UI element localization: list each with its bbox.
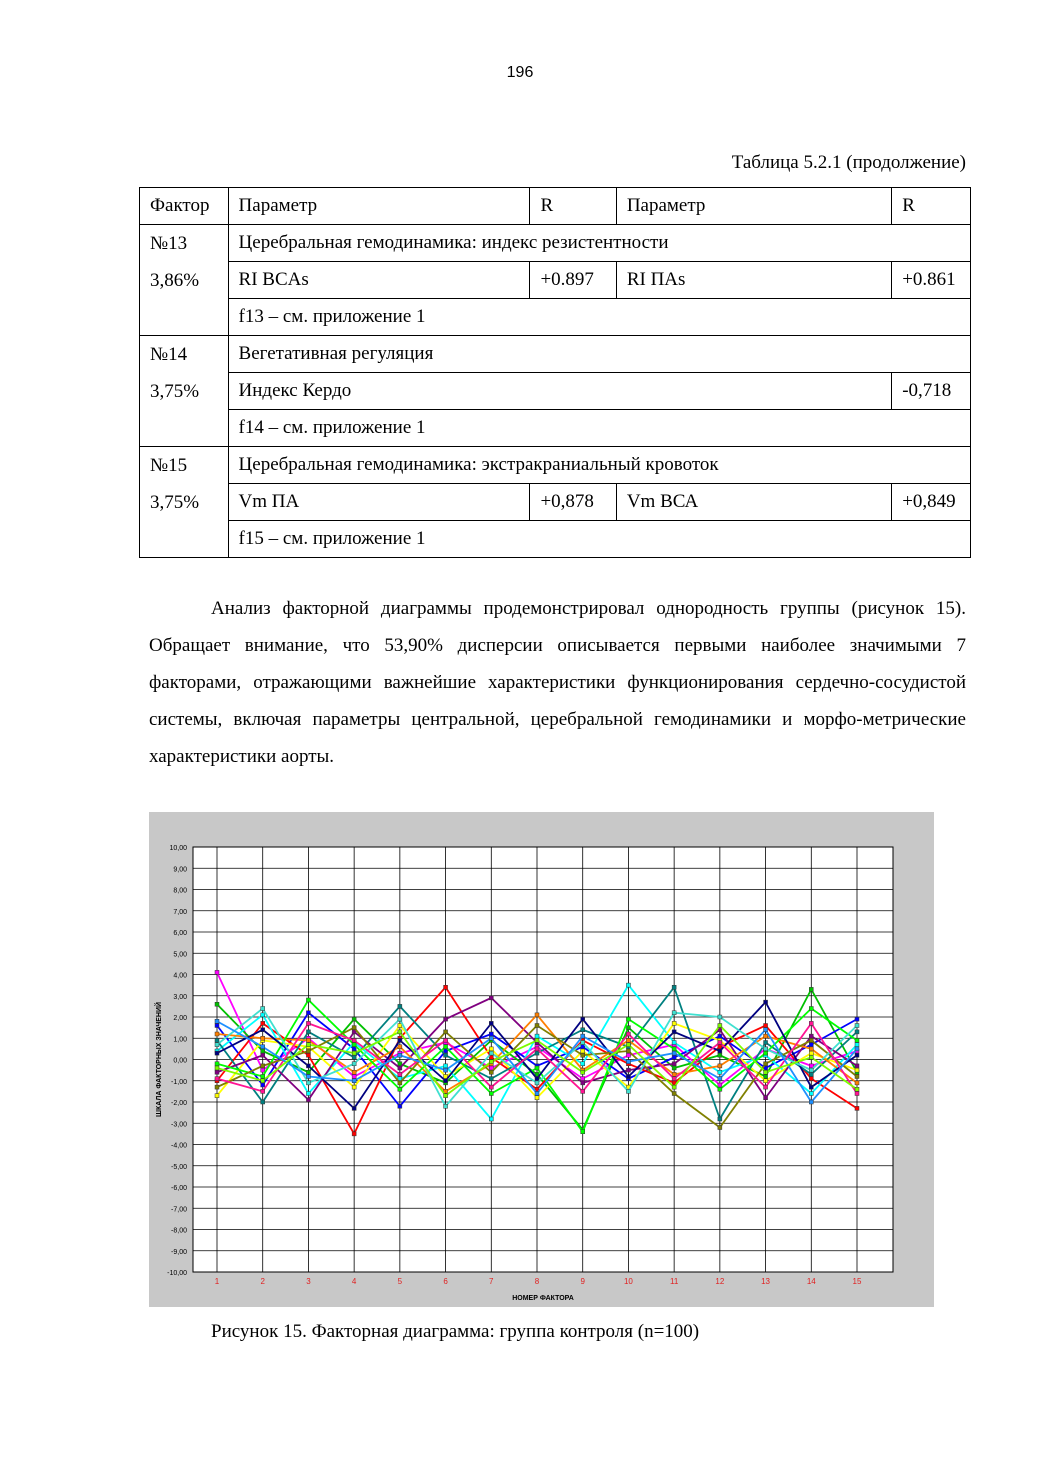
header-param-2: Параметр xyxy=(616,188,891,225)
series-point xyxy=(764,1070,768,1074)
series-point xyxy=(764,1051,768,1055)
series-point xyxy=(215,1002,219,1006)
x-tick-label: 6 xyxy=(443,1277,448,1286)
series-point xyxy=(718,1117,722,1121)
page-number: 196 xyxy=(506,64,534,81)
series-point xyxy=(306,1053,310,1057)
table-header-row xyxy=(140,188,971,225)
series-point xyxy=(855,1053,859,1057)
series-point xyxy=(626,1053,630,1057)
series-point xyxy=(215,1024,219,1028)
table-row xyxy=(140,225,971,262)
series-point xyxy=(718,1064,722,1068)
series-point xyxy=(718,1034,722,1038)
series-point xyxy=(581,1062,585,1066)
table-row xyxy=(140,373,971,410)
r-value-1: +0,878 xyxy=(530,484,616,521)
series-point xyxy=(718,1083,722,1087)
series-point xyxy=(855,1081,859,1085)
series-point xyxy=(306,1092,310,1096)
series-point xyxy=(306,1098,310,1102)
series-point xyxy=(489,1066,493,1070)
series-point xyxy=(444,1068,448,1072)
series-point xyxy=(261,1083,265,1087)
table-row xyxy=(140,262,971,299)
table-row xyxy=(140,447,971,484)
factor-chart xyxy=(149,812,934,1307)
series-point xyxy=(535,1034,539,1038)
series-point xyxy=(261,1045,265,1049)
x-tick-label: 4 xyxy=(351,1277,357,1286)
factor-chart-svg xyxy=(149,812,934,1307)
series-point xyxy=(581,1070,585,1074)
paragraph-text: Анализ факторной диаграммы продемонстрировал однородность группы (рисунок 15). Обращает внимание, что 53,90% дисперсии описывается первыми наиболее значимыми 7 факторами, отражающими важнейшие характеристики функционирования сердечно-сосудистой системы, включая параметры центральной, церебральной гемодинамики и морфо-метрические характеристики аорты. xyxy=(149,598,966,767)
r-value-2: +0,849 xyxy=(892,484,971,521)
figure-caption: Рисунок 15. Факторная диаграмма: группа контроля (n=100) xyxy=(211,1321,700,1342)
series-point xyxy=(444,1079,448,1083)
series-point xyxy=(672,1021,676,1025)
series-point xyxy=(535,1038,539,1042)
series-point xyxy=(581,1028,585,1032)
series-point xyxy=(809,1034,813,1038)
series-point xyxy=(444,1038,448,1042)
x-tick-label: 9 xyxy=(580,1277,585,1286)
factor-table xyxy=(139,187,971,558)
series-point xyxy=(764,1062,768,1066)
series-point xyxy=(444,985,448,989)
series-point xyxy=(672,1051,676,1055)
header-r-2: R xyxy=(892,188,971,225)
series-point xyxy=(535,1077,539,1081)
series-point xyxy=(352,1132,356,1136)
series-point xyxy=(809,1085,813,1089)
y-tick-label: 9,00 xyxy=(173,866,187,874)
x-tick-label: 12 xyxy=(715,1277,725,1286)
series-point xyxy=(626,1060,630,1064)
param-1: Индекс Кердо xyxy=(228,373,892,410)
series-point xyxy=(444,1064,448,1068)
series-point xyxy=(398,1087,402,1091)
x-tick-label: 3 xyxy=(306,1277,311,1286)
y-tick-label: -2,00 xyxy=(171,1100,187,1107)
x-tick-label: 8 xyxy=(534,1277,540,1286)
series-point xyxy=(398,1062,402,1066)
param-1: RI BCAs xyxy=(228,262,530,299)
series-point xyxy=(444,1053,448,1057)
x-tick-label: 15 xyxy=(852,1277,862,1286)
series-point xyxy=(261,1089,265,1093)
series-point xyxy=(764,1041,768,1045)
series-point xyxy=(261,1068,265,1072)
y-tick-label: -8,00 xyxy=(171,1227,187,1235)
series-point xyxy=(215,1038,219,1042)
header-param-1: Параметр xyxy=(228,188,530,225)
series-point xyxy=(489,1036,493,1040)
y-tick-label: -10,00 xyxy=(167,1270,187,1277)
series-point xyxy=(809,1055,813,1059)
y-axis-label: ШКАЛА ФАКТОРНЫХ ЗНАЧЕНИЙ xyxy=(156,1001,163,1118)
series-point xyxy=(764,1079,768,1083)
series-point xyxy=(626,1038,630,1042)
series-point xyxy=(352,1051,356,1055)
series-point xyxy=(535,1013,539,1017)
series-point xyxy=(261,1036,265,1040)
series-point xyxy=(306,1070,310,1074)
y-tick-label: -9,00 xyxy=(171,1248,187,1256)
series-point xyxy=(398,1053,402,1057)
series-point xyxy=(215,1085,219,1089)
series-point xyxy=(352,1017,356,1021)
series-point xyxy=(352,1055,356,1059)
r-value-2: +0.861 xyxy=(892,262,971,299)
series-point xyxy=(626,1043,630,1047)
y-tick-label: 10,00 xyxy=(169,845,187,852)
y-tick-label: -7,00 xyxy=(171,1206,187,1214)
series-point xyxy=(764,1028,768,1032)
series-point xyxy=(398,1004,402,1008)
series-point xyxy=(352,1085,356,1089)
series-point xyxy=(306,1021,310,1025)
series-point xyxy=(444,1030,448,1034)
series-point xyxy=(626,1068,630,1072)
factor-title: Церебральная гемодинамика: индекс резистентности xyxy=(228,225,970,262)
series-point xyxy=(398,1038,402,1042)
series-point xyxy=(398,1024,402,1028)
factor-cell xyxy=(140,447,229,558)
x-tick-label: 10 xyxy=(623,1277,633,1286)
y-tick-label: 6,00 xyxy=(173,930,187,937)
series-point xyxy=(581,1130,585,1134)
table-row xyxy=(140,336,971,373)
x-tick-label: 14 xyxy=(806,1277,816,1286)
series-point xyxy=(444,1104,448,1108)
factor-percent: 3,86% xyxy=(150,270,200,291)
series-point xyxy=(672,1055,676,1059)
series-point xyxy=(809,1072,813,1076)
series-point xyxy=(809,1021,813,1025)
series-point xyxy=(352,1106,356,1110)
r-value-1: +0.897 xyxy=(530,262,616,299)
table-row xyxy=(140,410,971,447)
series-point xyxy=(261,1100,265,1104)
series-point xyxy=(672,1047,676,1051)
series-point xyxy=(581,1081,585,1085)
series-point xyxy=(215,1094,219,1098)
series-point xyxy=(809,1051,813,1055)
series-point xyxy=(718,1070,722,1074)
series-point xyxy=(718,1041,722,1045)
series-point xyxy=(352,1070,356,1074)
series-point xyxy=(215,970,219,974)
header-factor: Фактор xyxy=(140,188,229,225)
y-tick-label: -5,00 xyxy=(171,1163,187,1171)
series-point xyxy=(672,1030,676,1034)
series-point xyxy=(352,1062,356,1066)
series-point xyxy=(855,1030,859,1034)
series-point xyxy=(306,1038,310,1042)
y-tick-label: 5,00 xyxy=(173,951,187,959)
series-point xyxy=(672,1092,676,1096)
series-point xyxy=(444,1049,448,1053)
factor-number: №13 xyxy=(150,233,188,254)
series-point xyxy=(581,1045,585,1049)
series-point xyxy=(489,1051,493,1055)
y-tick-label: -3,00 xyxy=(171,1121,187,1129)
series-point xyxy=(764,1085,768,1089)
factor-title: Вегетативная регуляция xyxy=(228,336,970,373)
series-point xyxy=(306,1075,310,1079)
param-1: Vm ПА xyxy=(228,484,530,521)
series-point xyxy=(306,1064,310,1068)
series-point xyxy=(855,1047,859,1051)
series-point xyxy=(535,1024,539,1028)
table-caption: Таблица 5.2.1 (продолжение) xyxy=(731,152,966,173)
series-point xyxy=(398,1045,402,1049)
factor-cell xyxy=(140,225,229,336)
series-point xyxy=(535,1051,539,1055)
series-point xyxy=(306,1049,310,1053)
series-point xyxy=(855,1087,859,1091)
series-point xyxy=(352,1038,356,1042)
series-point xyxy=(489,1070,493,1074)
series-point xyxy=(535,1081,539,1085)
series-point xyxy=(855,1024,859,1028)
factor-percent: 3,75% xyxy=(150,492,200,513)
series-point xyxy=(306,1043,310,1047)
series-point xyxy=(855,1106,859,1110)
table-row xyxy=(140,299,971,336)
series-point xyxy=(489,1085,493,1089)
x-tick-label: 5 xyxy=(397,1277,403,1286)
series-point xyxy=(489,1021,493,1025)
series-point xyxy=(809,1077,813,1081)
series-point xyxy=(672,1011,676,1015)
series-point xyxy=(764,1034,768,1038)
series-point xyxy=(581,1017,585,1021)
series-point xyxy=(261,1007,265,1011)
series-point xyxy=(626,1049,630,1053)
series-point xyxy=(489,1060,493,1064)
factor-note: f13 – см. приложение 1 xyxy=(228,299,970,336)
series-point xyxy=(398,1030,402,1034)
series-point xyxy=(261,1053,265,1057)
y-tick-label: 7,00 xyxy=(173,908,187,916)
param-2: Vm ВСА xyxy=(616,484,891,521)
series-point xyxy=(718,1015,722,1019)
series-point xyxy=(352,1043,356,1047)
y-tick-label: 8,00 xyxy=(173,887,187,895)
series-point xyxy=(626,1017,630,1021)
series-point xyxy=(855,1092,859,1096)
series-point xyxy=(215,1070,219,1074)
series-point xyxy=(718,1087,722,1091)
series-point xyxy=(672,1066,676,1070)
series-point xyxy=(215,1066,219,1070)
series-point xyxy=(489,996,493,1000)
y-tick-label: 0,00 xyxy=(173,1057,187,1065)
series-point xyxy=(398,1072,402,1076)
param-2: RI ПAs xyxy=(616,262,891,299)
series-point xyxy=(261,1028,265,1032)
series-point xyxy=(581,1053,585,1057)
series-point xyxy=(215,1051,219,1055)
series-point xyxy=(581,1041,585,1045)
x-tick-label: 7 xyxy=(489,1277,494,1286)
series-point xyxy=(535,1066,539,1070)
series-point xyxy=(809,1064,813,1068)
series-point xyxy=(306,1011,310,1015)
series-point xyxy=(626,1026,630,1030)
series-point xyxy=(672,1077,676,1081)
header-r-1: R xyxy=(530,188,616,225)
series-point xyxy=(672,1072,676,1076)
series-point xyxy=(581,1049,585,1053)
series-point xyxy=(398,1081,402,1085)
y-tick-label: 3,00 xyxy=(173,993,187,1001)
y-tick-label: 4,00 xyxy=(173,972,187,980)
series-point xyxy=(398,1104,402,1108)
series-point xyxy=(855,1017,859,1021)
series-point xyxy=(809,1092,813,1096)
series-point xyxy=(261,1064,265,1068)
series-point xyxy=(809,987,813,991)
series-point xyxy=(215,1062,219,1066)
y-tick-label: 1,00 xyxy=(173,1036,187,1044)
series-point xyxy=(809,1100,813,1104)
series-point xyxy=(855,1068,859,1072)
series-point xyxy=(626,1032,630,1036)
series-point xyxy=(581,1077,585,1081)
factor-cell xyxy=(140,336,229,447)
series-point xyxy=(809,1068,813,1072)
series-point xyxy=(764,1047,768,1051)
series-point xyxy=(581,1089,585,1093)
series-point xyxy=(261,1079,265,1083)
series-point xyxy=(352,1047,356,1051)
series-point xyxy=(535,1092,539,1096)
series-point xyxy=(764,1075,768,1079)
series-point xyxy=(398,1017,402,1021)
series-point xyxy=(855,1064,859,1068)
table-row xyxy=(140,484,971,521)
series-point xyxy=(261,1049,265,1053)
series-point xyxy=(809,1047,813,1051)
series-point xyxy=(718,1077,722,1081)
series-point xyxy=(215,1043,219,1047)
series-point xyxy=(215,1077,219,1081)
series-point xyxy=(764,1024,768,1028)
x-tick-label: 13 xyxy=(761,1277,771,1286)
y-tick-label: -4,00 xyxy=(171,1142,187,1150)
series-point xyxy=(855,1038,859,1042)
series-point xyxy=(306,1030,310,1034)
series-point xyxy=(352,1075,356,1079)
series-point xyxy=(306,998,310,1002)
series-point xyxy=(352,1079,356,1083)
y-tick-label: -1,00 xyxy=(171,1078,187,1086)
series-point xyxy=(489,1092,493,1096)
series-point xyxy=(855,1043,859,1047)
series-point xyxy=(215,1032,219,1036)
series-point xyxy=(855,1075,859,1079)
series-point xyxy=(672,985,676,989)
factor-number: №14 xyxy=(150,344,188,365)
x-tick-label: 11 xyxy=(669,1277,679,1286)
series-point xyxy=(261,1021,265,1025)
series-point xyxy=(718,1049,722,1053)
y-tick-label: -6,00 xyxy=(171,1185,187,1192)
factor-percent: 3,75% xyxy=(150,381,200,402)
r-value-1: -0,718 xyxy=(892,373,971,410)
series-point xyxy=(261,1075,265,1079)
series-point xyxy=(626,983,630,987)
series-point xyxy=(718,1045,722,1049)
series-point xyxy=(764,1096,768,1100)
series-point xyxy=(489,1117,493,1121)
series-point xyxy=(444,1045,448,1049)
x-axis-label: НОМЕР ФАКТОРА xyxy=(512,1295,574,1302)
y-tick-label: 2,00 xyxy=(173,1015,187,1022)
series-point xyxy=(306,1081,310,1085)
body-paragraph xyxy=(149,590,966,775)
series-point xyxy=(398,1066,402,1070)
factor-number: №15 xyxy=(150,455,188,476)
series-point xyxy=(489,1077,493,1081)
series-point xyxy=(809,1038,813,1042)
x-tick-label: 2 xyxy=(260,1277,265,1286)
series-point xyxy=(718,1053,722,1057)
series-point xyxy=(672,1085,676,1089)
series-point xyxy=(535,1096,539,1100)
series-point xyxy=(626,1075,630,1079)
series-point xyxy=(672,1062,676,1066)
x-tick-label: 1 xyxy=(214,1277,220,1286)
series-point xyxy=(581,1034,585,1038)
series-point xyxy=(444,1094,448,1098)
series-point xyxy=(626,1089,630,1093)
series-point xyxy=(352,1026,356,1030)
series-point xyxy=(764,1000,768,1004)
series-point xyxy=(444,1017,448,1021)
factor-note: f15 – см. приложение 1 xyxy=(228,521,970,558)
series-point xyxy=(809,1043,813,1047)
series-point xyxy=(535,1047,539,1051)
series-point xyxy=(718,1024,722,1028)
series-point xyxy=(489,1032,493,1036)
table-row xyxy=(140,521,971,558)
factor-note: f14 – см. приложение 1 xyxy=(228,410,970,447)
series-point xyxy=(489,1047,493,1051)
series-point xyxy=(718,1126,722,1130)
series-point xyxy=(672,1041,676,1045)
series-point xyxy=(809,1007,813,1011)
series-point xyxy=(215,1019,219,1023)
series-point xyxy=(261,1013,265,1017)
factor-title: Церебральная гемодинамика: экстракраниальный кровоток xyxy=(228,447,970,484)
